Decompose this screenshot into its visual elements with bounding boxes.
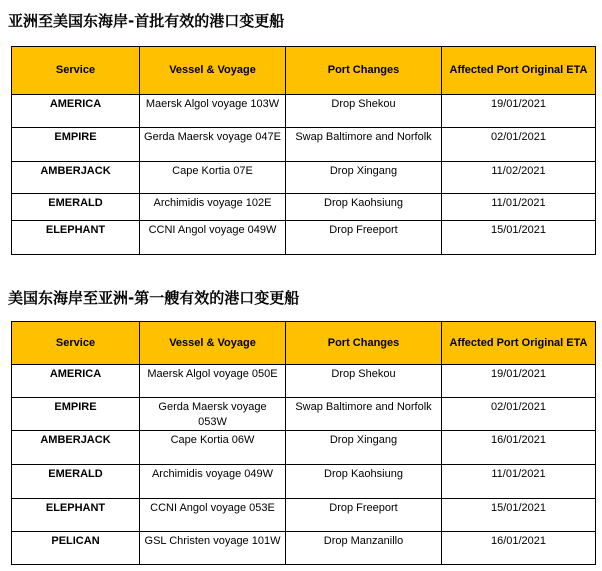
vessel-voyage-cell: CCNI Angol voyage 053E bbox=[140, 499, 286, 532]
service-cell: EMERALD bbox=[12, 194, 140, 221]
service-cell: AMBERJACK bbox=[12, 162, 140, 194]
table-row bbox=[12, 431, 596, 465]
service-cell: PELICAN bbox=[12, 532, 140, 565]
eta-cell: 19/01/2021 bbox=[442, 95, 596, 128]
port-changes-table-us-to-asia bbox=[11, 321, 596, 565]
vessel-voyage-cell: CCNI Angol voyage 049W bbox=[140, 221, 286, 255]
service-cell: EMERALD bbox=[12, 465, 140, 499]
eta-cell: 02/01/2021 bbox=[442, 128, 596, 162]
port-changes-cell: Drop Kaohsiung bbox=[286, 465, 442, 499]
table-row bbox=[12, 532, 596, 565]
service-cell: EMPIRE bbox=[12, 128, 140, 162]
table-row bbox=[12, 128, 596, 162]
header-service: Service bbox=[12, 47, 140, 95]
eta-cell: 11/01/2021 bbox=[442, 194, 596, 221]
table-row bbox=[12, 221, 596, 255]
service-cell: ELEPHANT bbox=[12, 499, 140, 532]
port-changes-cell: Drop Freeport bbox=[286, 499, 442, 532]
table-row bbox=[12, 95, 596, 128]
table-row bbox=[12, 162, 596, 194]
vessel-voyage-cell: Maersk Algol voyage 050E bbox=[140, 365, 286, 398]
table-row bbox=[12, 365, 596, 398]
header-port-changes: Port Changes bbox=[286, 47, 442, 95]
eta-cell: 16/01/2021 bbox=[442, 532, 596, 565]
port-changes-cell: Drop Manzanillo bbox=[286, 532, 442, 565]
table-row bbox=[12, 499, 596, 532]
eta-cell: 11/02/2021 bbox=[442, 162, 596, 194]
port-changes-cell: Swap Baltimore and Norfolk bbox=[286, 398, 442, 431]
eta-cell: 19/01/2021 bbox=[442, 365, 596, 398]
port-changes-cell: Drop Xingang bbox=[286, 162, 442, 194]
vessel-voyage-cell: Gerda Maersk voyage 047E bbox=[140, 128, 286, 162]
port-changes-cell: Drop Shekou bbox=[286, 95, 442, 128]
vessel-voyage-cell: Archimidis voyage 102E bbox=[140, 194, 286, 221]
vessel-voyage-cell: Gerda Maersk voyage 053W bbox=[140, 398, 286, 431]
port-changes-cell: Drop Freeport bbox=[286, 221, 442, 255]
vessel-voyage-cell: Cape Kortia 06W bbox=[140, 431, 286, 465]
section-title-us-east-coast-to-asia: 美国东海岸至亚洲-第一艘有效的港口变更船 bbox=[8, 289, 300, 307]
table-header-row bbox=[12, 47, 596, 95]
vessel-voyage-cell: Cape Kortia 07E bbox=[140, 162, 286, 194]
eta-cell: 02/01/2021 bbox=[442, 398, 596, 431]
header-port-changes: Port Changes bbox=[286, 322, 442, 365]
port-changes-cell: Swap Baltimore and Norfolk bbox=[286, 128, 442, 162]
port-changes-cell: Drop Xingang bbox=[286, 431, 442, 465]
service-cell: EMPIRE bbox=[12, 398, 140, 431]
header-vessel-voyage: Vessel & Voyage bbox=[140, 322, 286, 365]
vessel-voyage-cell: GSL Christen voyage 101W bbox=[140, 532, 286, 565]
table-row bbox=[12, 465, 596, 499]
header-service: Service bbox=[12, 322, 140, 365]
eta-cell: 11/01/2021 bbox=[442, 465, 596, 499]
service-cell: AMERICA bbox=[12, 365, 140, 398]
port-changes-cell: Drop Kaohsiung bbox=[286, 194, 442, 221]
vessel-voyage-cell: Maersk Algol voyage 103W bbox=[140, 95, 286, 128]
header-original-eta: Affected Port Original ETA bbox=[442, 47, 596, 95]
port-changes-table-asia-to-us bbox=[11, 46, 596, 255]
table-row bbox=[12, 194, 596, 221]
section-title-asia-to-us-east-coast: 亚洲至美国东海岸-首批有效的港口变更船 bbox=[8, 12, 285, 30]
port-changes-cell: Drop Shekou bbox=[286, 365, 442, 398]
eta-cell: 16/01/2021 bbox=[442, 431, 596, 465]
table-row bbox=[12, 398, 596, 431]
table-header-row bbox=[12, 322, 596, 365]
eta-cell: 15/01/2021 bbox=[442, 499, 596, 532]
eta-cell: 15/01/2021 bbox=[442, 221, 596, 255]
service-cell: AMERICA bbox=[12, 95, 140, 128]
header-vessel-voyage: Vessel & Voyage bbox=[140, 47, 286, 95]
service-cell: AMBERJACK bbox=[12, 431, 140, 465]
vessel-voyage-cell: Archimidis voyage 049W bbox=[140, 465, 286, 499]
service-cell: ELEPHANT bbox=[12, 221, 140, 255]
header-original-eta: Affected Port Original ETA bbox=[442, 322, 596, 365]
